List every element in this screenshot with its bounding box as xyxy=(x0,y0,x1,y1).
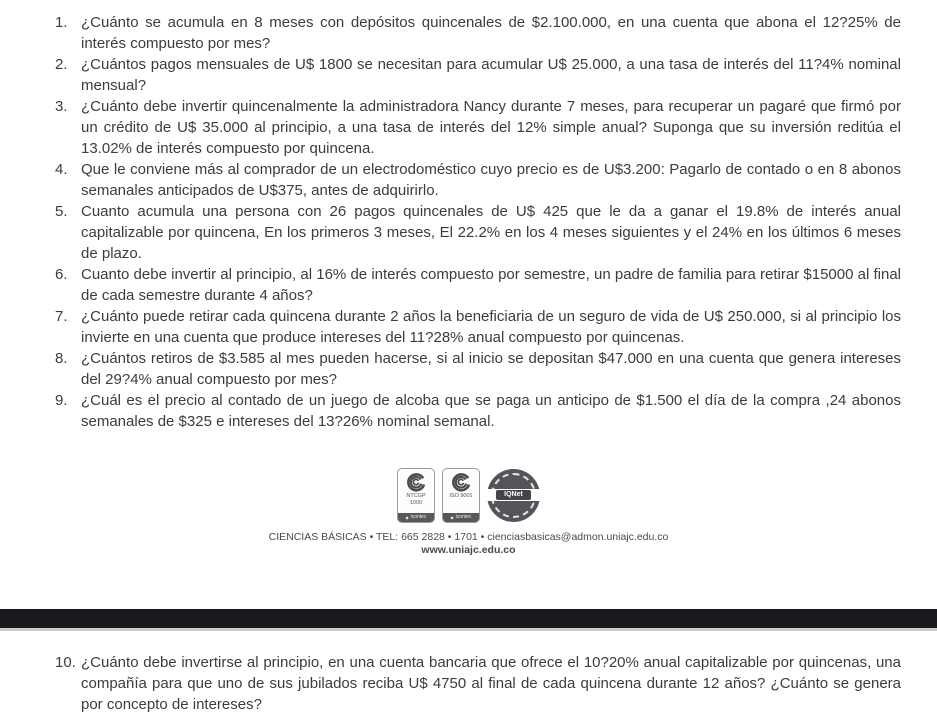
questions-list xyxy=(55,12,901,432)
icontec-brand-label: icontec xyxy=(410,514,427,520)
question-item xyxy=(55,54,901,96)
icontec-ntcgp-badge xyxy=(397,468,435,523)
badge-cert-line1: ISO 9001 xyxy=(449,493,473,499)
icontec-brand-label: icontec xyxy=(455,514,472,520)
badge-cert-line2: 1000 xyxy=(409,499,423,506)
question-text: ¿Cuánto se acumula en 8 meses con depósitos quincenales de $2.100.000, en una cuenta que abona el 12?25% de interés compuesto por mes? xyxy=(81,14,901,52)
question-text: ¿Cuánto debe invertir quincenalmente la administradora Nancy durante 7 meses, para recuperar un pagaré que firmó por un crédito de U$ 35.000 al principio, a una tasa de interés del 12% simple anual? Suponga que su inversión reditúa el 13.02% de interés compuesto por quincena. xyxy=(81,98,901,157)
question-text: ¿Cuántos pagos mensuales de U$ 1800 se necesitan para acumular U$ 25.000, a una tasa de interés del 11?4% nominal mensual? xyxy=(81,56,901,94)
icontec-iso-badge xyxy=(442,468,480,523)
question-item xyxy=(55,159,901,201)
iqnet-seal-icon xyxy=(487,469,540,522)
question-text: Que le conviene más al comprador de un electrodoméstico cuyo precio es de U$3.200: Pagarlo de contado o en 8 abonos semanales anticipados de U$375, antes de adquirirlo. xyxy=(81,161,901,199)
question-number: 5. xyxy=(55,203,68,220)
question-item xyxy=(55,652,901,715)
questions-list-page2 xyxy=(55,652,901,715)
question-number: 7. xyxy=(55,308,68,325)
question-text: ¿Cuánto debe invertirse al principio, en una cuenta bancaria que ofrece el 10?20% anual capitalizable por quincenas, una compañía para que uno de sus jubilados reciba U$ 4750 al final de cada quincena durante 12 años? ¿Cuánto se genera por concepto de intereses? xyxy=(81,654,901,713)
icontec-swirl-icon xyxy=(405,472,427,492)
icontec-band xyxy=(443,513,479,522)
question-text: Cuanto debe invertir al principio, al 16% de interés compuesto por semestre, un padre de familia para retirar $15000 al final de cada semestre durante 4 años? xyxy=(81,266,901,304)
question-item xyxy=(55,348,901,390)
question-number: 10. xyxy=(55,654,76,671)
icontec-diamond-icon: ◆ xyxy=(450,515,454,520)
question-number: 9. xyxy=(55,392,68,409)
iqnet-label: IQNet xyxy=(496,490,531,500)
question-item xyxy=(55,390,901,432)
question-item xyxy=(55,12,901,54)
question-text: ¿Cuál es el precio al contado de un juego de alcoba que se paga un anticipo de $1.500 el día de la compra ,24 abonos semanales de $325 e intereses del 13?26% nominal semanal. xyxy=(81,392,901,430)
question-item xyxy=(55,201,901,264)
certification-logos xyxy=(0,468,937,525)
icontec-band xyxy=(398,513,434,522)
question-number: 1. xyxy=(55,14,68,31)
question-number: 6. xyxy=(55,266,68,283)
question-number: 2. xyxy=(55,56,68,73)
question-item xyxy=(55,306,901,348)
question-text: ¿Cuántos retiros de $3.585 al mes pueden hacerse, si al inicio se depositan $47.000 en una cuenta que genera intereses del 29?4% anual compuesto por mes? xyxy=(81,350,901,388)
icontec-diamond-icon: ◆ xyxy=(405,515,409,520)
question-item xyxy=(55,96,901,159)
question-number: 3. xyxy=(55,98,68,115)
footer-website: www.uniajc.edu.co xyxy=(421,544,516,556)
badge-cert-text xyxy=(449,493,472,513)
question-text: Cuanto acumula una persona con 26 pagos quincenales de U$ 425 que le da a ganar el 19.8% de interés anual capitalizable por quincena, En los primeros 3 meses, El 22.2% en los 4 meses siguientes y el 24% en los últimos 6 meses de plazo. xyxy=(81,203,901,262)
badge-cert-text xyxy=(406,493,425,513)
footer-contact-line: CIENCIAS BÁSICAS • TEL: 665 2828 • 1701 • cienciasbasicas@admon.uniajc.edu.co xyxy=(268,531,669,543)
question-number: 4. xyxy=(55,161,68,178)
question-number: 8. xyxy=(55,350,68,367)
question-item xyxy=(55,264,901,306)
badge-cert-line1: NTCGP xyxy=(406,493,426,499)
page-break-bar xyxy=(0,609,937,631)
icontec-swirl-icon xyxy=(450,472,472,492)
page-footer xyxy=(0,468,937,556)
question-text: ¿Cuánto puede retirar cada quincena durante 2 años la beneficiaria de un seguro de vida de U$ 250.000, si al principio los invierte en una cuenta que produce intereses del 11?28% anual compuesto por quincenas. xyxy=(81,308,901,346)
